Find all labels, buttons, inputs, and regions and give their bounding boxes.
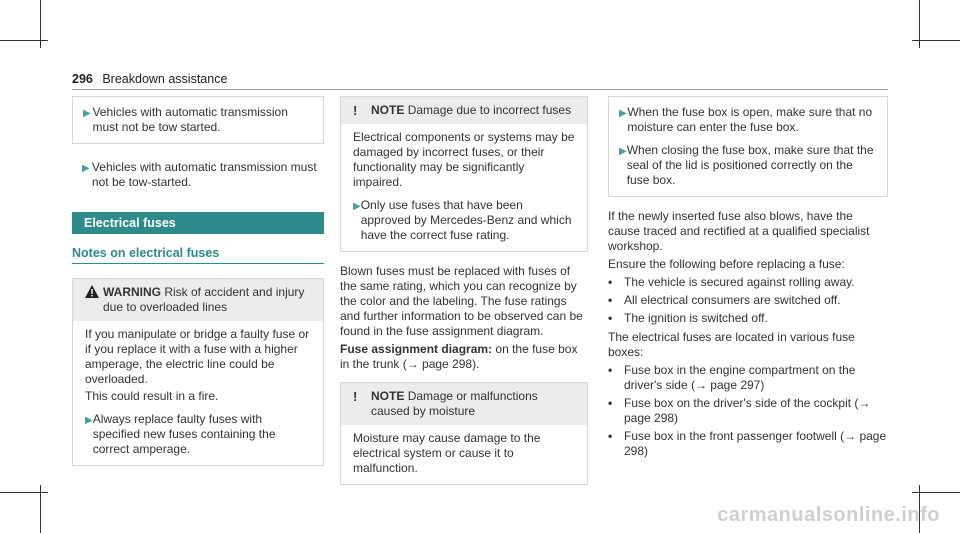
paragraph: If the newly inserted fuse also blows, have the cause traced and rectified at a qualified specialist workshop. <box>608 209 870 253</box>
watermark: carmanualsonline.info <box>717 504 940 526</box>
paragraph: Blown fuses must be replaced with fuses of the same rating, which you can recognize by the color and the labeling. The fuse ratings and further information to be observed can be found in the fuse assignment diagram. <box>340 264 583 338</box>
note-header: ! NOTE Damage or malfunctions caused by moisture <box>341 383 587 425</box>
column-2 <box>340 96 588 485</box>
note-icon: ! <box>353 389 358 404</box>
step-triangle-icon: ▶ <box>82 163 90 174</box>
crop-mark <box>912 40 960 41</box>
instruction-step: ▶ Only use fuses that have been approved by Mercedes-Benz and which have the correct fuse rating. <box>353 198 572 242</box>
step-triangle-icon: ▶ <box>83 108 91 119</box>
note-body: Electrical components or systems may be damaged by incorrect fuses, or their functionality may be significantly impaired. ▶ Only use fuses that have been approved by Mercedes-Benz and which have the correct fuse rating. <box>353 130 575 242</box>
instruction-step: ▶ When closing the fuse box, make sure that the seal of the lid is positioned correctly on the fuse box. <box>619 143 874 187</box>
warning-box <box>72 278 324 466</box>
step-triangle-icon: ▶ <box>619 146 627 157</box>
paragraph: Fuse assignment diagram: on the fuse box in the trunk (→ page 298). <box>340 342 578 371</box>
paragraph: The electrical fuses are located in various fuse boxes: <box>608 330 855 359</box>
warning-header: WARNING Risk of accident and injury due to overloaded lines <box>73 279 323 321</box>
list-item: • All electrical consumers are switched off. <box>608 293 841 307</box>
section-title: Electrical fuses <box>72 212 324 234</box>
list-item: • The ignition is switched off. <box>608 311 768 325</box>
note-box <box>340 382 588 485</box>
crop-mark <box>0 492 48 493</box>
info-box <box>72 96 324 144</box>
warning-body: If you manipulate or bridge a faulty fuse or if you replace it with a fuse with a higher amperage, the electric line could be overloaded. This could result in a fire. ▶ Always replace faulty fuses with specified new fuses containing the correct amperage. <box>85 327 310 456</box>
note-header: ! NOTE Damage due to incorrect fuses <box>341 97 587 124</box>
list-item: • The vehicle is secured against rolling away. <box>608 275 855 289</box>
step-triangle-icon: ▶ <box>619 108 627 119</box>
list-item: • Fuse box in the engine compartment on the driver's side (→ page 297) <box>608 363 856 392</box>
instruction-step: ▶ Vehicles with automatic transmission must not be tow-started. <box>82 160 317 189</box>
crop-mark <box>912 492 960 493</box>
instruction-step: ▶ Vehicles with automatic transmission must not be tow started. <box>83 105 288 134</box>
subsection-title: Notes on electrical fuses <box>72 246 324 264</box>
page-number: 296 <box>72 72 93 86</box>
page-header <box>72 72 227 86</box>
warning-icon <box>85 285 103 315</box>
step-triangle-icon: ▶ <box>85 415 93 426</box>
step-triangle-icon: ▶ <box>353 201 361 212</box>
header-rule <box>72 89 888 90</box>
instruction-step: ▶ Always replace faulty fuses with specified new fuses containing the correct amperage. <box>85 412 276 456</box>
list-item: • Fuse box in the front passenger footwell (→ page 298) <box>608 429 887 458</box>
instruction-step: ▶ When the fuse box is open, make sure that no moisture can enter the fuse box. <box>619 105 873 134</box>
list-item: • Fuse box on the driver's side of the cockpit (→ page 298) <box>608 396 871 425</box>
info-box <box>608 96 888 197</box>
column-3 <box>608 96 888 459</box>
paragraph: Ensure the following before replacing a fuse: <box>608 257 845 271</box>
crop-mark <box>0 40 48 41</box>
note-box <box>340 96 588 252</box>
note-body: Moisture may cause damage to the electrical system or cause it to malfunction. <box>353 431 541 475</box>
column-1 <box>72 96 324 466</box>
page-title: Breakdown assistance <box>102 72 228 86</box>
note-icon: ! <box>353 103 358 118</box>
